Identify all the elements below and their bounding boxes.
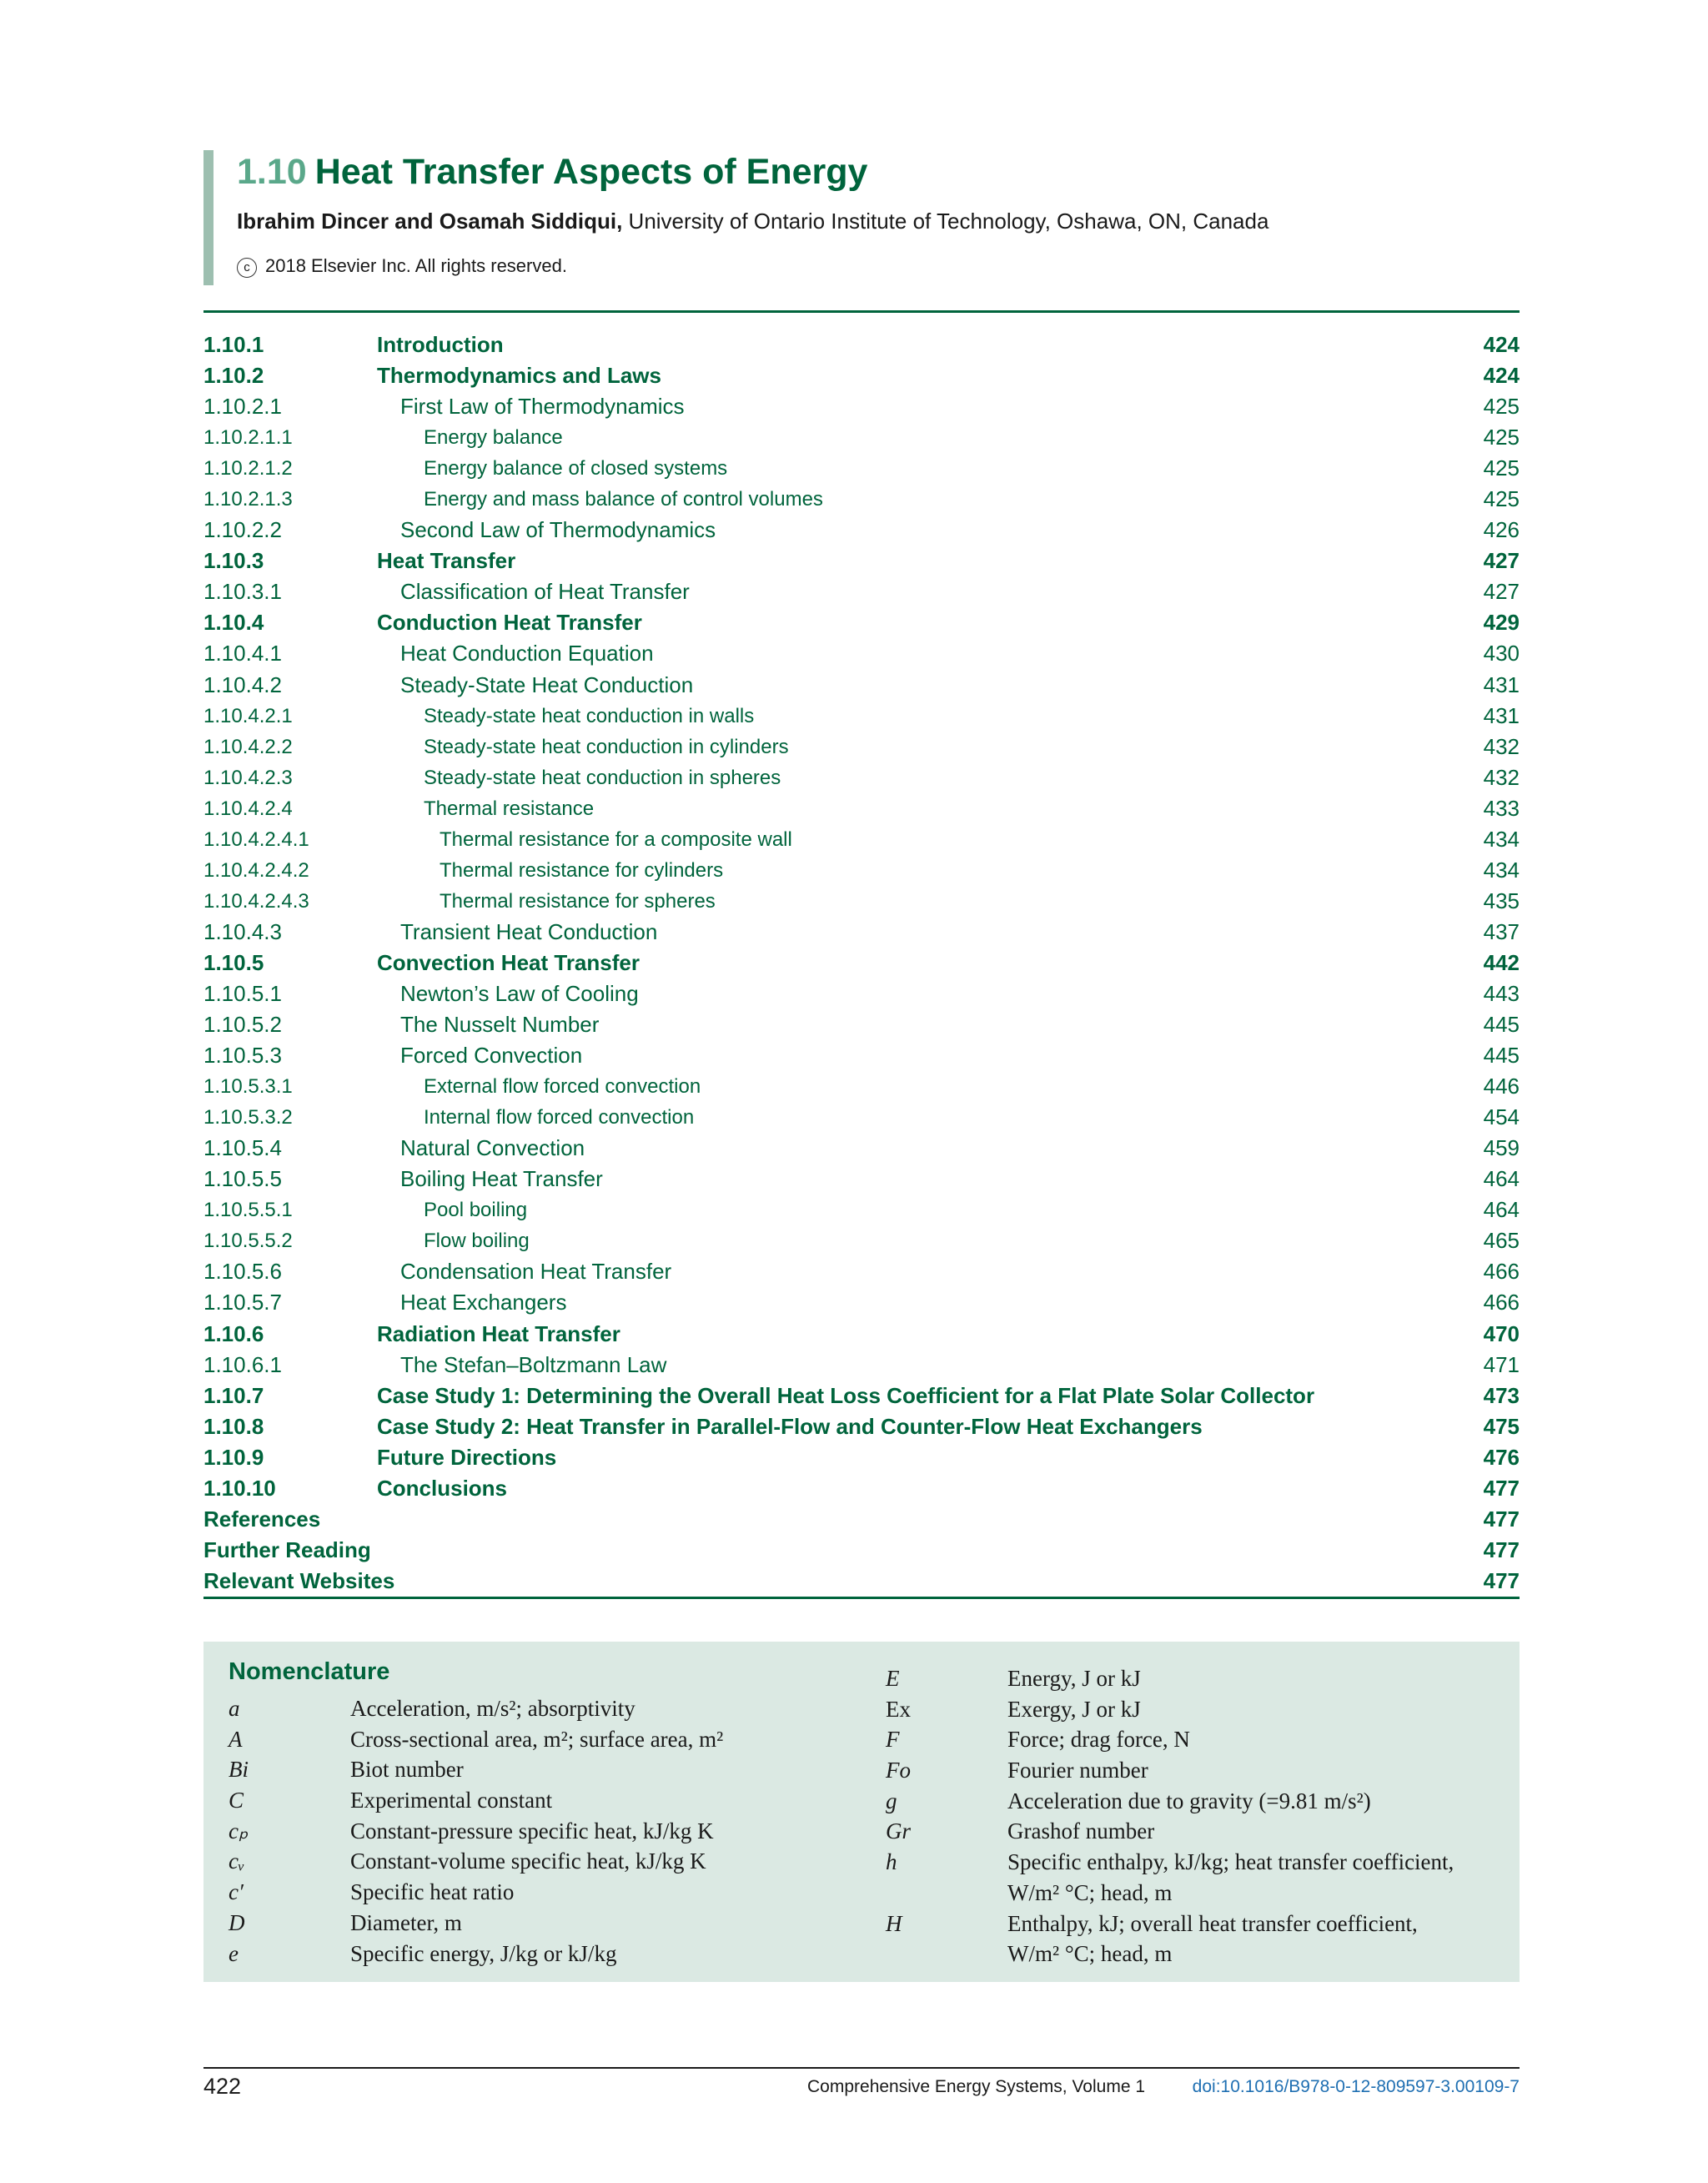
toc-entry-number: 1.10.2.1 bbox=[203, 394, 282, 420]
nomenclature-symbol: e bbox=[229, 1940, 239, 1966]
toc-entry-number: 1.10.6.1 bbox=[203, 1351, 282, 1377]
toc-entry-page[interactable]: 432 bbox=[1483, 764, 1520, 790]
toc-entry-page[interactable]: 442 bbox=[1483, 949, 1520, 975]
toc-entry-page[interactable]: 433 bbox=[1483, 795, 1520, 821]
nomenclature-definition: Energy, J or kJ bbox=[1007, 1666, 1141, 1691]
toc-entry[interactable] bbox=[203, 978, 1520, 1009]
nomenclature-definition: Specific enthalpy, kJ/kg; heat transfer coefficient, bbox=[1007, 1849, 1454, 1875]
nomenclature-definition: Biot number bbox=[350, 1757, 464, 1783]
toc-entry-number: 1.10.3 bbox=[203, 548, 264, 574]
toc-entry-page[interactable]: 425 bbox=[1483, 425, 1520, 450]
toc-entry-page[interactable]: 459 bbox=[1483, 1135, 1520, 1161]
toc-entry-page[interactable]: 477 bbox=[1483, 1475, 1520, 1501]
toc-entry[interactable] bbox=[203, 1319, 1520, 1350]
toc-entry-number: 1.10.5 bbox=[203, 949, 264, 975]
toc-entry-page[interactable]: 477 bbox=[1483, 1567, 1520, 1593]
toc-entry[interactable] bbox=[203, 1442, 1520, 1473]
toc-entry[interactable] bbox=[203, 732, 1520, 762]
nomenclature-definition: Constant-pressure specific heat, kJ/kg K bbox=[350, 1818, 714, 1843]
toc-entry-page[interactable]: 430 bbox=[1483, 641, 1520, 666]
toc-entry-title[interactable]: References bbox=[203, 1506, 321, 1532]
toc-entry-number: 1.10.2 bbox=[203, 363, 264, 389]
nomenclature-title: Nomenclature bbox=[229, 1658, 390, 1685]
doi-link[interactable]: doi:10.1016/B978-0-12-809597-3.00109-7 bbox=[1192, 2077, 1520, 2096]
toc-entry[interactable] bbox=[203, 1071, 1520, 1102]
toc-entry-title[interactable]: Heat Conduction Equation bbox=[400, 641, 654, 666]
toc-entry-number: 1.10.5.3 bbox=[203, 1043, 282, 1069]
toc-entry-title[interactable]: Radiation Heat Transfer bbox=[377, 1320, 620, 1346]
nomenclature-definition: Acceleration, m/s²; absorptivity bbox=[350, 1696, 635, 1721]
toc-entry[interactable] bbox=[203, 576, 1520, 607]
toc-entry-number: 1.10.5.5 bbox=[203, 1166, 282, 1192]
toc-entry-number: 1.10.10 bbox=[203, 1475, 276, 1501]
toc-entry[interactable] bbox=[203, 855, 1520, 886]
toc-entry-page[interactable]: 470 bbox=[1483, 1320, 1520, 1346]
toc-entry-title[interactable]: Energy balance of closed systems bbox=[424, 457, 728, 480]
toc-entry-title[interactable]: External flow forced convection bbox=[424, 1075, 701, 1099]
toc-entry-number: 1.10.3.1 bbox=[203, 579, 282, 605]
toc-entry-number: 1.10.2.1.1 bbox=[203, 426, 293, 450]
toc-entry[interactable] bbox=[203, 607, 1520, 638]
toc-entry-number: 1.10.4.2.4.3 bbox=[203, 889, 309, 913]
page-number: 422 bbox=[203, 2074, 242, 2099]
toc-entry-page[interactable]: 434 bbox=[1483, 857, 1520, 883]
toc-entry[interactable] bbox=[203, 1164, 1520, 1195]
nomenclature-symbol: C bbox=[229, 1788, 244, 1813]
toc-entry-title[interactable]: Classification of Heat Transfer bbox=[400, 579, 690, 605]
toc-entry-title[interactable]: Conduction Heat Transfer bbox=[377, 610, 642, 636]
toc-entry[interactable] bbox=[203, 762, 1520, 793]
toc-entry-title[interactable]: The Nusselt Number bbox=[400, 1012, 600, 1038]
journal-name: Comprehensive Energy Systems, Volume 1 bbox=[807, 2077, 1146, 2096]
nomenclature-symbol: c′ bbox=[229, 1879, 244, 1905]
nomenclature-symbol: A bbox=[229, 1726, 243, 1752]
nomenclature-symbol: Fo bbox=[886, 1758, 911, 1783]
toc-entry-title[interactable]: Heat Transfer bbox=[377, 548, 516, 574]
toc-entry[interactable] bbox=[203, 1009, 1520, 1040]
toc-entry[interactable] bbox=[203, 1225, 1520, 1256]
toc-entry-number: 1.10.4 bbox=[203, 610, 264, 636]
toc-entry-title[interactable]: Flow boiling bbox=[424, 1230, 530, 1253]
toc-entry-page[interactable]: 477 bbox=[1483, 1506, 1520, 1532]
nomenclature-definition: Specific energy, J/kg or kJ/kg bbox=[350, 1940, 617, 1966]
toc-entry-title[interactable]: Forced Convection bbox=[400, 1043, 583, 1069]
toc-entry[interactable] bbox=[203, 1411, 1520, 1442]
nomenclature-symbol: E bbox=[886, 1666, 900, 1691]
toc-entry[interactable] bbox=[203, 546, 1520, 576]
toc-entry-page[interactable]: 477 bbox=[1483, 1537, 1520, 1562]
toc-entry-page[interactable]: 424 bbox=[1483, 332, 1520, 357]
toc-entry-page[interactable]: 431 bbox=[1483, 671, 1520, 697]
nomenclature-box bbox=[203, 1642, 1520, 1982]
article-title bbox=[237, 152, 867, 193]
toc-entry-page[interactable]: 466 bbox=[1483, 1290, 1520, 1315]
toc-entry-page[interactable]: 427 bbox=[1483, 548, 1520, 574]
toc-entry[interactable] bbox=[203, 391, 1520, 422]
toc-entry[interactable] bbox=[203, 484, 1520, 515]
toc-entry-page[interactable]: 443 bbox=[1483, 980, 1520, 1006]
toc-entry-number: 1.10.8 bbox=[203, 1413, 264, 1439]
toc-entry-title[interactable]: Relevant Websites bbox=[203, 1567, 395, 1593]
nomenclature-definition: Grashof number bbox=[1007, 1818, 1155, 1844]
title-text: Heat Transfer Aspects of Energy bbox=[314, 152, 868, 192]
toc-entry[interactable] bbox=[203, 1381, 1520, 1411]
toc-entry-number: 1.10.5.2 bbox=[203, 1012, 282, 1038]
toc-bottom-rule bbox=[203, 1597, 1520, 1599]
toc-entry-title[interactable]: Steady-state heat conduction in walls bbox=[424, 704, 755, 727]
toc-entry-page[interactable]: 425 bbox=[1483, 394, 1520, 420]
toc-entry-title[interactable]: Condensation Heat Transfer bbox=[400, 1259, 672, 1285]
toc-entry-title[interactable]: Thermal resistance for a composite wall bbox=[440, 827, 792, 851]
toc-entry-page[interactable]: 425 bbox=[1483, 486, 1520, 512]
toc-entry-page[interactable]: 466 bbox=[1483, 1259, 1520, 1285]
toc-top-rule bbox=[203, 310, 1520, 313]
nomenclature-symbol: F bbox=[886, 1727, 900, 1753]
toc-entry[interactable] bbox=[203, 1287, 1520, 1318]
toc-entry-title[interactable]: Convection Heat Transfer bbox=[377, 949, 640, 975]
nomenclature-definition: Force; drag force, N bbox=[1007, 1727, 1190, 1753]
toc-entry-title[interactable]: Conclusions bbox=[377, 1475, 508, 1501]
toc-entry-number: 1.10.1 bbox=[203, 332, 264, 357]
toc-entry[interactable] bbox=[203, 793, 1520, 824]
nomenclature-symbol: Gr bbox=[886, 1818, 912, 1844]
toc-entry-page[interactable]: 464 bbox=[1483, 1166, 1520, 1192]
toc-entry[interactable] bbox=[203, 670, 1520, 701]
nomenclature-definition: W/m² °C; head, m bbox=[1007, 1879, 1173, 1905]
footer-rule bbox=[203, 2067, 1520, 2069]
toc-entry[interactable] bbox=[203, 948, 1520, 978]
toc-entry-number: 1.10.2.2 bbox=[203, 517, 282, 543]
toc-entry-page[interactable]: 429 bbox=[1483, 610, 1520, 636]
nomenclature-definition: Diameter, m bbox=[350, 1909, 462, 1935]
toc-entry-page[interactable]: 424 bbox=[1483, 363, 1520, 389]
toc-entry-number: 1.10.6 bbox=[203, 1320, 264, 1346]
nomenclature-symbol: H bbox=[886, 1910, 902, 1936]
affiliation: University of Ontario Institute of Technology, Oshawa, ON, Canada bbox=[628, 209, 1269, 234]
toc-entry-title[interactable]: Boiling Heat Transfer bbox=[400, 1166, 603, 1192]
toc-entry[interactable] bbox=[203, 1350, 1520, 1381]
toc-entry-title[interactable]: First Law of Thermodynamics bbox=[400, 394, 685, 420]
toc-entry-number: 1.10.4.1 bbox=[203, 641, 282, 666]
toc-entry-number: 1.10.5.4 bbox=[203, 1135, 282, 1161]
toc-entry-title[interactable]: Pool boiling bbox=[424, 1199, 528, 1222]
toc-entry-title[interactable]: Thermal resistance for cylinders bbox=[440, 858, 724, 882]
copyright-icon: c bbox=[237, 258, 257, 278]
toc-entry-page[interactable]: 471 bbox=[1483, 1351, 1520, 1377]
toc-entry[interactable] bbox=[203, 422, 1520, 453]
toc-entry-page[interactable]: 427 bbox=[1483, 579, 1520, 605]
nomenclature-definition: W/m² °C; head, m bbox=[1007, 1941, 1173, 1967]
toc-entry-page[interactable]: 425 bbox=[1483, 455, 1520, 481]
toc-entry-title[interactable]: Newton’s Law of Cooling bbox=[400, 980, 639, 1006]
toc-entry-page[interactable]: 476 bbox=[1483, 1444, 1520, 1470]
toc-entry-title[interactable]: Steady-state heat conduction in cylinders bbox=[424, 735, 789, 758]
nomenclature-symbol: cᵥ bbox=[229, 1849, 245, 1874]
toc-entry-number: 1.10.5.5.1 bbox=[203, 1199, 293, 1222]
toc-entry[interactable] bbox=[203, 638, 1520, 669]
nomenclature-symbol: a bbox=[229, 1696, 240, 1721]
toc-entry-number: 1.10.5.1 bbox=[203, 980, 282, 1006]
toc-entry[interactable] bbox=[203, 1535, 1520, 1566]
toc-entry[interactable] bbox=[203, 1256, 1520, 1287]
toc-entry-title[interactable]: Future Directions bbox=[377, 1444, 557, 1470]
toc-entry[interactable] bbox=[203, 1102, 1520, 1133]
toc-entry[interactable] bbox=[203, 1040, 1520, 1071]
toc-entry-title[interactable]: Energy balance bbox=[424, 426, 563, 450]
toc-entry-title[interactable]: Energy and mass balance of control volumes bbox=[424, 488, 823, 511]
copyright-line bbox=[237, 255, 567, 278]
table-of-contents bbox=[203, 329, 1520, 1597]
toc-entry-number: 1.10.4.2.4 bbox=[203, 797, 293, 820]
toc-entry-page[interactable]: 437 bbox=[1483, 918, 1520, 944]
nomenclature-symbol: Bi bbox=[229, 1757, 249, 1783]
nomenclature-definition: Specific heat ratio bbox=[350, 1879, 515, 1905]
toc-entry[interactable] bbox=[203, 701, 1520, 732]
author-line bbox=[237, 209, 1268, 234]
toc-entry-title[interactable]: Second Law of Thermodynamics bbox=[400, 517, 716, 543]
nomenclature-symbol: g bbox=[886, 1788, 897, 1813]
article-header bbox=[203, 150, 1521, 285]
toc-entry[interactable] bbox=[203, 824, 1520, 855]
toc-entry[interactable] bbox=[203, 917, 1520, 948]
toc-entry-title[interactable]: Thermodynamics and Laws bbox=[377, 363, 661, 389]
toc-entry[interactable] bbox=[203, 1473, 1520, 1504]
toc-entry-page[interactable]: 446 bbox=[1483, 1074, 1520, 1099]
toc-entry-page[interactable]: 475 bbox=[1483, 1413, 1520, 1439]
toc-entry-page[interactable]: 473 bbox=[1483, 1382, 1520, 1408]
toc-entry-page[interactable]: 431 bbox=[1483, 702, 1520, 728]
nomenclature-definition: Cross-sectional area, m²; surface area, m² bbox=[350, 1726, 724, 1752]
nomenclature-symbol: h bbox=[886, 1849, 897, 1875]
toc-entry[interactable] bbox=[203, 1195, 1520, 1225]
toc-entry-number: 1.10.4.2.4.2 bbox=[203, 858, 309, 882]
toc-entry-number: 1.10.5.6 bbox=[203, 1259, 282, 1285]
toc-entry-title[interactable]: Transient Heat Conduction bbox=[400, 918, 658, 944]
nomenclature-definition: Constant-volume specific heat, kJ/kg K bbox=[350, 1849, 706, 1874]
toc-entry[interactable] bbox=[203, 453, 1520, 484]
toc-entry-number: 1.10.2.1.3 bbox=[203, 488, 293, 511]
toc-entry-number: 1.10.7 bbox=[203, 1382, 264, 1408]
toc-entry-number: 1.10.9 bbox=[203, 1444, 264, 1470]
toc-entry-number: 1.10.5.3.1 bbox=[203, 1075, 293, 1099]
toc-entry-title[interactable]: Internal flow forced convection bbox=[424, 1106, 695, 1129]
toc-entry[interactable] bbox=[203, 1566, 1520, 1597]
nomenclature-definition: Acceleration due to gravity (=9.81 m/s²) bbox=[1007, 1788, 1371, 1813]
toc-entry-title[interactable]: Further Reading bbox=[203, 1537, 371, 1562]
toc-entry-page[interactable]: 426 bbox=[1483, 517, 1520, 543]
toc-entry-title[interactable]: Thermal resistance bbox=[424, 797, 595, 820]
toc-entry-title[interactable]: Case Study 2: Heat Transfer in Parallel-Flow and Counter-Flow Heat Exchangers bbox=[377, 1413, 1203, 1439]
toc-entry-number: 1.10.4.2.2 bbox=[203, 735, 293, 758]
toc-entry-page[interactable]: 434 bbox=[1483, 826, 1520, 852]
toc-entry[interactable] bbox=[203, 515, 1520, 546]
toc-entry-title[interactable]: Steady-state heat conduction in spheres bbox=[424, 766, 781, 789]
toc-entry-number: 1.10.2.1.2 bbox=[203, 457, 293, 480]
toc-entry-title[interactable]: Case Study 1: Determining the Overall Heat Loss Coefficient for a Flat Plate Solar Collector bbox=[377, 1382, 1315, 1408]
toc-entry[interactable] bbox=[203, 886, 1520, 917]
toc-entry-page[interactable]: 445 bbox=[1483, 1043, 1520, 1069]
authors: Ibrahim Dincer and Osamah Siddiqui, bbox=[237, 209, 623, 234]
toc-entry-title[interactable]: Heat Exchangers bbox=[400, 1290, 567, 1315]
toc-entry-number: 1.10.4.3 bbox=[203, 918, 282, 944]
toc-entry[interactable] bbox=[203, 329, 1520, 360]
nomenclature-definition: Experimental constant bbox=[350, 1788, 553, 1813]
toc-entry-title[interactable]: Introduction bbox=[377, 332, 504, 357]
toc-entry-number: 1.10.4.2.3 bbox=[203, 766, 293, 789]
section-number: 1.10 bbox=[237, 152, 307, 192]
copyright-text: 2018 Elsevier Inc. All rights reserved. bbox=[265, 255, 567, 276]
nomenclature-symbol: D bbox=[229, 1909, 245, 1935]
toc-entry-title[interactable]: Thermal resistance for spheres bbox=[440, 889, 716, 913]
toc-entry-page[interactable]: 435 bbox=[1483, 888, 1520, 913]
toc-entry-number: 1.10.5.7 bbox=[203, 1290, 282, 1315]
toc-entry-title[interactable]: Natural Convection bbox=[400, 1135, 585, 1161]
toc-entry-number: 1.10.4.2.4.1 bbox=[203, 827, 309, 851]
toc-entry-title[interactable]: The Stefan–Boltzmann Law bbox=[400, 1351, 667, 1377]
toc-entry-page[interactable]: 465 bbox=[1483, 1228, 1520, 1254]
toc-entry-page[interactable]: 454 bbox=[1483, 1104, 1520, 1130]
toc-entry-number: 1.10.5.3.2 bbox=[203, 1106, 293, 1129]
toc-entry[interactable] bbox=[203, 360, 1520, 391]
nomenclature-symbol: Ex bbox=[886, 1696, 911, 1722]
nomenclature-definition: Enthalpy, kJ; overall heat transfer coefficient, bbox=[1007, 1910, 1418, 1936]
toc-entry-number: 1.10.5.5.2 bbox=[203, 1230, 293, 1253]
toc-entry[interactable] bbox=[203, 1504, 1520, 1535]
nomenclature-definition: Exergy, J or kJ bbox=[1007, 1696, 1141, 1722]
toc-entry-page[interactable]: 432 bbox=[1483, 733, 1520, 759]
toc-entry[interactable] bbox=[203, 1133, 1520, 1164]
toc-entry-number: 1.10.4.2 bbox=[203, 671, 282, 697]
toc-entry-title[interactable]: Steady-State Heat Conduction bbox=[400, 671, 694, 697]
nomenclature-definition: Fourier number bbox=[1007, 1758, 1148, 1783]
toc-entry-page[interactable]: 464 bbox=[1483, 1197, 1520, 1223]
toc-entry-number: 1.10.4.2.1 bbox=[203, 704, 293, 727]
toc-entry-page[interactable]: 445 bbox=[1483, 1012, 1520, 1038]
nomenclature-symbol: cₚ bbox=[229, 1818, 249, 1843]
